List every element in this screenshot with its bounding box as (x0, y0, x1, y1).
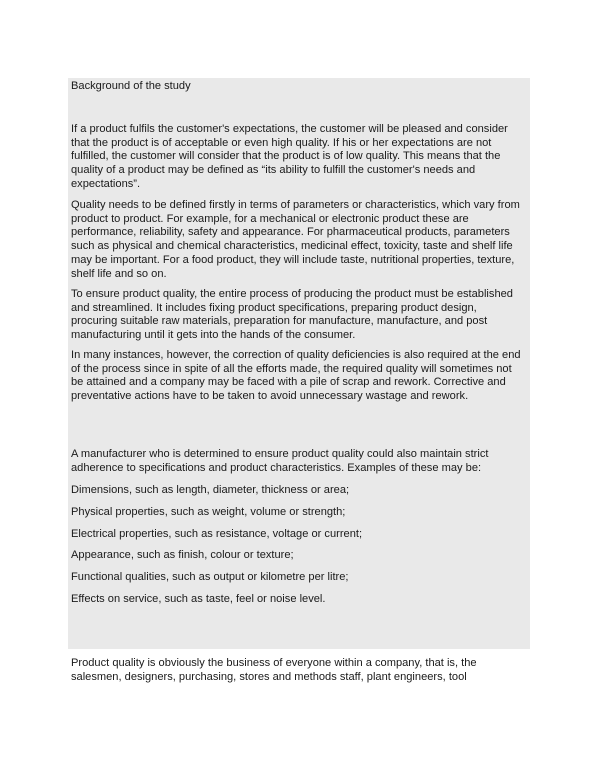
paragraph-3: To ensure product quality, the entire process of producing the product must be established and streamlined. It includes fixing product specifications, preparing product design, procuring suitable raw materials, preparation for manufacture, manufacture, and post manufacturing until it gets into the hands of the consumer. (71, 288, 513, 342)
list-item: Electrical properties, such as resistance, voltage or current; (71, 527, 363, 540)
list-item: Physical properties, such as weight, volume or strength; (71, 505, 346, 518)
examples-list (71, 484, 526, 615)
list-item: Dimensions, such as length, diameter, thickness or area; (71, 484, 350, 496)
list-item: Appearance, such as finish, colour or texture; (71, 549, 294, 562)
section-heading: Background of the study (71, 80, 191, 92)
paragraph-4: In many instances, however, the correction of quality deficiencies is also required at the end of the process since in spite of all the efforts made, the required quality will sometimes not be attained and a company may be faced with a pile of scrap and rework. Corrective and preventative actions have to be taken to avoid unnecessary wastage and rework. (71, 349, 521, 403)
list-item: Functional qualities, such as output or kilometre per litre; (71, 571, 349, 584)
paragraph-5: A manufacturer who is determined to ensure product quality could also maintain strict adherence to specifications and product characteristics. Examples of these may be: (71, 448, 489, 474)
paragraph-1: If a product fulfils the customer's expectations, the customer will be pleased and consider that the product is of acceptable or even high quality. If his or her expectations are not fulfilled, the customer will consider that the product is of low quality. This means that the quality of a product may be defined as “its ability to fulfill the customer's needs and expectations”. (71, 123, 508, 190)
paragraph-2: Quality needs to be defined firstly in terms of parameters or characteristics, which vary from product to product. For example, for a mechanical or electronic product these are performance, reliability, safety and appearance. For pharmaceutical products, parameters such as physical and chemical characteristics, medicinal effect, toxicity, taste and shelf life may be important. For a food product, they will include taste, nutritional properties, texture, shelf life and so on. (71, 199, 520, 280)
list-item: Effects on service, such as taste, feel or noise level. (71, 592, 326, 605)
closing-paragraph: Product quality is obviously the business of everyone within a company, that is, the salesmen, designers, purchasing, stores and methods staff, plant engineers, tool (71, 657, 477, 683)
